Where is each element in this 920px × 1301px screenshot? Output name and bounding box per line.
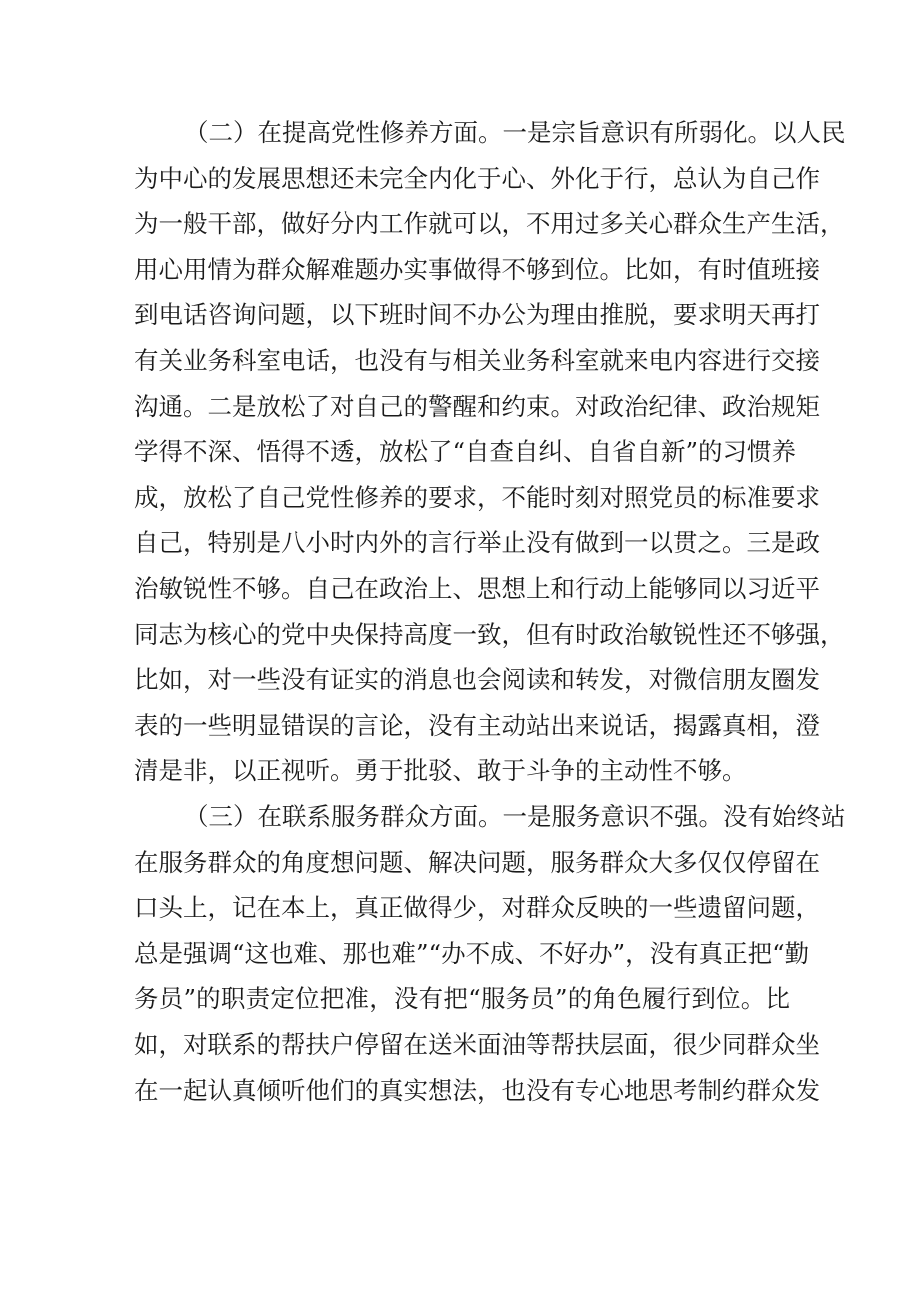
text-line: 同志为核心的党中央保持高度一致，但有时政治敏锐性还不够强， <box>134 619 845 649</box>
text-line: 清是非，以正视听。勇于批驳、敢于斗争的主动性不够。 <box>134 756 747 786</box>
text-line: 用心用情为群众解难题办实事做得不够到位。比如，有时值班接 <box>134 254 820 284</box>
text-line: 在服务群众的角度想问题、解决问题，服务群众大多仅仅停留在 <box>134 847 820 877</box>
text-line: 成，放松了自己党性修养的要求，不能时刻对照党员的标准要求 <box>134 482 820 512</box>
text-line: 总是强调“这也难、那也难”“办不成、不好办”，没有真正把“勤 <box>134 938 810 968</box>
paragraph-section-3 <box>134 794 846 1113</box>
text-line: 学得不深、悟得不透，放松了“自查自纠、自省自新”的习惯养 <box>134 437 797 467</box>
text-line: 自己，特别是八小时内外的言行举止没有做到一以贯之。三是政 <box>134 528 820 558</box>
text-line: （三）在联系服务群众方面。一是服务意识不强。没有始终站 <box>184 802 846 831</box>
text-line: 表的一些明显错误的言论，没有主动站出来说话，揭露真相，澄 <box>134 710 820 740</box>
text-line: 有关业务科室电话，也没有与相关业务科室就来电内容进行交接 <box>134 345 820 375</box>
text-line: 如，对联系的帮扶户停留在送米面油等帮扶层面，很少同群众坐 <box>134 1029 820 1059</box>
text-line: （二）在提高党性修养方面。一是宗旨意识有所弱化。以人民 <box>184 118 846 147</box>
text-line: 为一般干部，做好分内工作就可以，不用过多关心群众生产生活， <box>134 209 845 239</box>
text-line: 沟通。二是放松了对自己的警醒和约束。对政治纪律、政治规矩 <box>134 391 820 421</box>
text-line: 在一起认真倾听他们的真实想法，也没有专心地思考制约群众发 <box>134 1075 820 1105</box>
text-line: 口头上，记在本上，真正做得少，对群众反映的一些遗留问题， <box>134 893 820 923</box>
text-line: 到电话咨询问题，以下班时间不办公为理由推脱，要求明天再打 <box>134 300 820 330</box>
text-line: 治敏锐性不够。自己在政治上、思想上和行动上能够同以习近平 <box>134 573 820 603</box>
text-line: 务员”的职责定位把准，没有把“服务员”的角色履行到位。比 <box>134 984 790 1014</box>
text-line: 比如，对一些没有证实的消息也会阅读和转发，对微信朋友圈发 <box>134 665 820 695</box>
paragraph-section-2 <box>134 110 846 794</box>
text-line: 为中心的发展思想还未完全内化于心、外化于行，总认为自己作 <box>134 163 820 193</box>
